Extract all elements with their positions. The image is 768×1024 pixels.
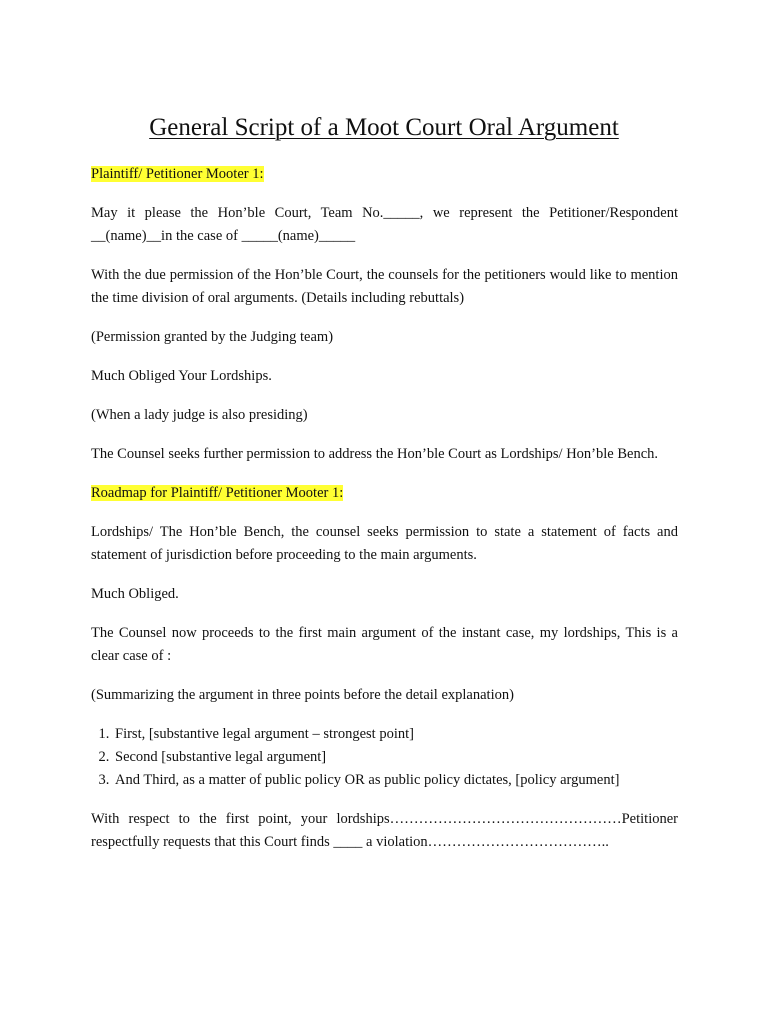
list-item: 3. And Third, as a matter of public policy OR as public policy dictates, [policy argument]: [113, 769, 678, 792]
paragraph-first-argument: The Counsel now proceeds to the first main argument of the instant case, my lordships, This is a clear case of :: [91, 625, 678, 664]
highlighted-heading: Roadmap for Plaintiff/ Petitioner Mooter 1:: [91, 485, 344, 501]
section-heading-roadmap: [91, 482, 678, 505]
paragraph-permission: (Permission granted by the Judging team): [91, 329, 334, 345]
document-title: General Script of a Moot Court Oral Argument: [149, 114, 619, 141]
paragraph-much-obliged: Much Obliged.: [91, 586, 179, 602]
paragraph-first-point: With respect to the first point, your lordships…………………………………………Petitioner respectfully requests that this Court finds ____ a violation………………………………..: [91, 811, 678, 850]
paragraph-summarizing: (Summarizing the argument in three points before the detail explanation): [91, 687, 514, 703]
document-body: [91, 163, 678, 854]
paragraph-lady-judge: (When a lady judge is also presiding): [91, 407, 308, 423]
paragraph-intro: May it please the Hon’ble Court, Team No._____, we represent the Petitioner/Respondent __(name)__in the case of _____(name)_____: [91, 205, 678, 244]
list-item: 1. First, [substantive legal argument – strongest point]: [113, 723, 678, 746]
argument-points-list: [91, 723, 678, 792]
section-heading-mooter-1: [91, 163, 678, 186]
highlighted-heading: Plaintiff/ Petitioner Mooter 1:: [91, 166, 264, 182]
paragraph-address: The Counsel seeks further permission to address the Hon’ble Court as Lordships/ Hon’ble Bench.: [91, 446, 659, 462]
paragraph-time-division: With the due permission of the Hon’ble Court, the counsels for the petitioners would like to mention the time division of oral arguments. (Details including rebuttals): [91, 267, 678, 306]
list-item: 2. Second [substantive legal argument]: [113, 746, 678, 769]
paragraph-obliged: Much Obliged Your Lordships.: [91, 368, 272, 384]
paragraph-statement-of-facts: Lordships/ The Hon’ble Bench, the counsel seeks permission to state a statement of facts and statement of jurisdiction before proceeding to the main arguments.: [91, 524, 678, 563]
